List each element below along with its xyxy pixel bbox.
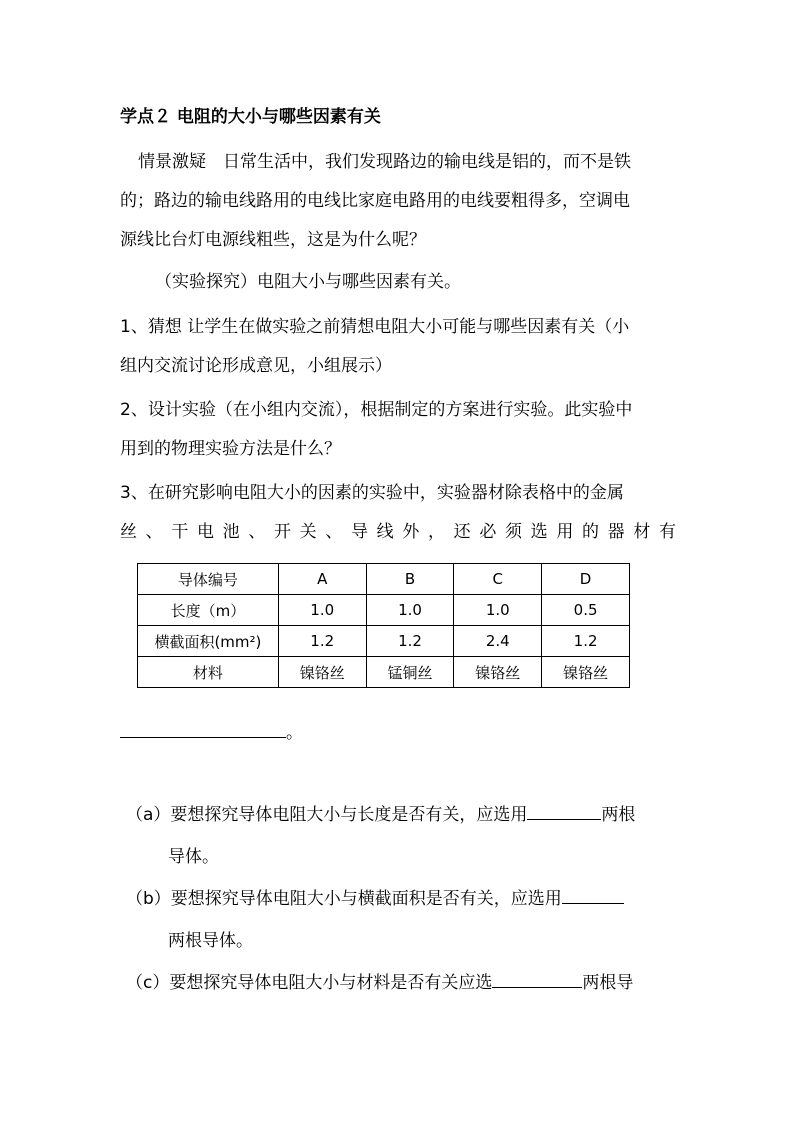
table-cell: 1.2	[542, 626, 630, 657]
step-1-line-1: 1、猜想 让学生在做实验之前猜想电阻大小可能与哪些因素有关（小	[120, 317, 630, 337]
conductor-table	[137, 563, 630, 688]
table-row	[138, 564, 630, 595]
step-3-line-1: 3、在研究影响电阻大小的因素的实验中，实验器材除表格中的金属	[120, 483, 624, 503]
table-cell: 镍铬丝	[278, 657, 366, 688]
table-cell: 1.2	[366, 626, 454, 657]
answer-blank-c[interactable]	[492, 971, 582, 988]
table-cell: 1.0	[278, 595, 366, 626]
row-label-area: 横截面积(mm²)	[138, 626, 279, 657]
question-a-cont: 导体。	[168, 847, 219, 867]
question-a	[126, 803, 635, 826]
table-cell: 镍铬丝	[454, 657, 542, 688]
step-2-line-1: 2、设计实验（在小组内交流），根据制定的方案进行实验。此实验中	[120, 400, 633, 420]
experiment-title: （实验探究）电阻大小与哪些因素有关。	[155, 272, 461, 292]
question-c-after: 两根导	[582, 973, 634, 993]
question-b	[126, 887, 624, 910]
intro-line-3: 源线比台灯电源线粗些，这是为什么呢？	[120, 230, 426, 250]
table-cell: 1.0	[454, 595, 542, 626]
question-a-after: 两根	[601, 805, 636, 825]
answer-blank-b[interactable]	[562, 887, 624, 904]
table-cell: C	[454, 564, 542, 595]
table-row	[138, 626, 630, 657]
table-cell: A	[278, 564, 366, 595]
row-label-material: 材料	[138, 657, 279, 688]
row-label-id: 导体编号	[138, 564, 279, 595]
table-cell: 1.0	[366, 595, 454, 626]
table-cell: 镍铬丝	[542, 657, 630, 688]
table-cell: 2.4	[454, 626, 542, 657]
intro-line-1: 情景激疑 日常生活中，我们发现路边的输电线是铝的，而不是铁	[138, 152, 631, 172]
question-b-cont: 两根导体。	[168, 931, 253, 951]
table-cell: 1.2	[278, 626, 366, 657]
row-label-length: 长度（m）	[138, 595, 279, 626]
step-3-line-2: 丝、干电池、开关、导线外，还必须选用的器材有	[120, 522, 676, 542]
step-3-answer	[120, 721, 303, 744]
table-cell: B	[366, 564, 454, 595]
table-cell: 0.5	[542, 595, 630, 626]
step-1-line-2: 组内交流讨论形成意见，小组展示）	[120, 356, 392, 376]
table-row	[138, 595, 630, 626]
step-2-line-2: 用到的物理实验方法是什么？	[120, 439, 341, 459]
step-3-period: 。	[286, 723, 303, 743]
question-c-text: （c）要想探究导体电阻大小与材料是否有关应选	[126, 973, 493, 993]
table-cell: D	[542, 564, 630, 595]
question-b-text: （b）要想探究导体电阻大小与横截面积是否有关，应选用	[126, 889, 562, 909]
answer-blank-a[interactable]	[527, 803, 601, 820]
question-a-text: （a）要想探究导体电阻大小与长度是否有关，应选用	[126, 805, 528, 825]
intro-line-2: 的；路边的输电线路用的电线比家庭电路用的电线要粗得多，空调电	[120, 191, 630, 211]
table-row	[138, 657, 630, 688]
answer-blank-equipment[interactable]	[120, 721, 286, 738]
question-c	[126, 971, 633, 994]
section-title: 学点２ 电阻的大小与哪些因素有关	[120, 107, 381, 127]
table-cell: 锰铜丝	[366, 657, 454, 688]
